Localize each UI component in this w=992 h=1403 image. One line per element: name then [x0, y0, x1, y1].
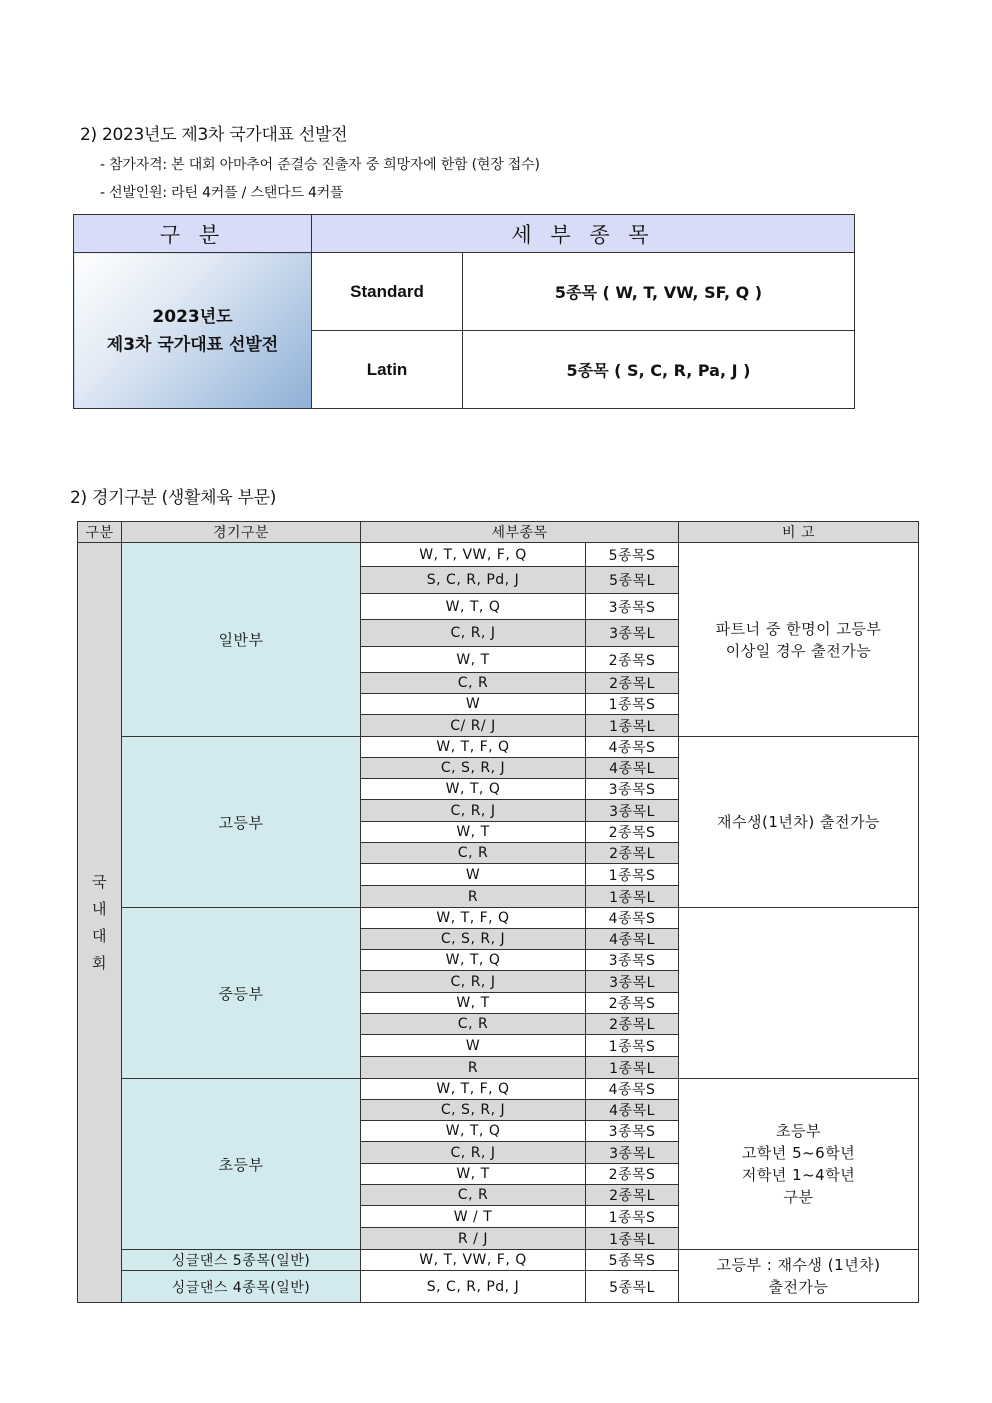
event-list: W, T: [361, 647, 586, 673]
table-row: [78, 543, 919, 567]
event-list: W: [361, 864, 586, 886]
event-list: R: [361, 886, 586, 908]
selection-count-line: - 선발인원: 라틴 4커플 / 스탠다드 4커플: [100, 185, 344, 201]
remarks-line: 고학년 5~6학년: [741, 1144, 856, 1162]
event-count: 4종목L: [586, 1100, 679, 1121]
division-name: 중등부: [122, 908, 361, 1079]
event-count: 2종목L: [586, 673, 679, 694]
selection-label-name: 제3차 국가대표 선발전: [106, 334, 279, 355]
event-list: C, R: [361, 673, 586, 694]
events-latin: 5종목 ( S, C, R, Pa, J ): [463, 331, 855, 409]
event-list: C, R, J: [361, 620, 586, 647]
event-list: C, R: [361, 1185, 586, 1206]
event-count: 1종목S: [586, 864, 679, 886]
section2-title: 2) 경기구분 (생활체육 부문): [70, 488, 277, 508]
remarks-line: 구분: [783, 1188, 814, 1206]
table-row: [78, 737, 919, 758]
event-list: W / T: [361, 1206, 586, 1228]
event-count: 5종목S: [586, 1250, 679, 1271]
event-count: 3종목S: [586, 950, 679, 971]
event-count: 3종목L: [586, 800, 679, 822]
table-row: [78, 1250, 919, 1271]
competition-table: [77, 521, 919, 1303]
event-list: R: [361, 1057, 586, 1079]
selection-table: [73, 214, 855, 409]
event-count: 3종목S: [586, 594, 679, 620]
header-gubun: 구분: [78, 522, 122, 543]
event-count: 1종목S: [586, 1206, 679, 1228]
event-list: S, C, R, Pd, J: [361, 1271, 586, 1303]
event-count: 4종목S: [586, 908, 679, 929]
event-list: C/ R/ J: [361, 715, 586, 737]
event-list: C, R, J: [361, 800, 586, 822]
remarks-line: 재수생(1년차) 출전가능: [717, 813, 880, 831]
division-name: 일반부: [122, 543, 361, 737]
table-row: [78, 1079, 919, 1100]
event-count: 2종목S: [586, 822, 679, 843]
event-count: 1종목S: [586, 1035, 679, 1057]
header-division: 경기구분: [122, 522, 361, 543]
selection-label: [74, 253, 312, 409]
event-list: W, T, Q: [361, 779, 586, 800]
header-remarks: 비 고: [679, 522, 919, 543]
event-list: W, T, F, Q: [361, 1079, 586, 1100]
division-name: 초등부: [122, 1079, 361, 1250]
remarks-line: 파트너 중 한명이 고등부: [715, 619, 882, 638]
event-count: 3종목L: [586, 620, 679, 647]
gubun-char: 국: [92, 872, 107, 891]
event-list: C, S, R, J: [361, 758, 586, 779]
event-count: 5종목S: [586, 543, 679, 567]
gubun-cell: [78, 543, 122, 1303]
event-list: C, R, J: [361, 1142, 586, 1164]
event-list: W, T, VW, F, Q: [361, 1250, 586, 1271]
event-list: C, S, R, J: [361, 1100, 586, 1121]
header-events: 세 부 종 목: [312, 215, 855, 253]
gubun-char: 대: [92, 926, 107, 945]
event-count: 2종목S: [586, 993, 679, 1014]
remarks-cell: [679, 737, 919, 908]
remarks-line: 저학년 1~4학년: [741, 1166, 856, 1184]
event-list: W, T, Q: [361, 1121, 586, 1142]
event-list: C, S, R, J: [361, 929, 586, 950]
event-list: W, T, F, Q: [361, 908, 586, 929]
event-count: 1종목L: [586, 1057, 679, 1079]
event-count: 1종목L: [586, 886, 679, 908]
event-count: 2종목L: [586, 1014, 679, 1035]
event-count: 3종목L: [586, 1142, 679, 1164]
division-name: 고등부: [122, 737, 361, 908]
remarks-cell: [679, 1079, 919, 1250]
standard-row: [74, 253, 855, 331]
style-latin: Latin: [312, 331, 463, 409]
header-detail-events: 세부종목: [361, 522, 679, 543]
remarks-cell: [679, 543, 919, 737]
event-list: W, T: [361, 993, 586, 1014]
event-count: 1종목S: [586, 694, 679, 715]
remarks-cell: [679, 1250, 919, 1303]
table-row: [78, 908, 919, 929]
section1-title: 2) 2023년도 제3차 국가대표 선발전: [80, 125, 348, 145]
event-list: W: [361, 694, 586, 715]
event-list: W, T, Q: [361, 950, 586, 971]
event-list: C, R: [361, 843, 586, 864]
event-list: R / J: [361, 1228, 586, 1250]
event-count: 3종목S: [586, 779, 679, 800]
event-list: W, T, F, Q: [361, 737, 586, 758]
event-count: 1종목L: [586, 715, 679, 737]
event-list: W, T: [361, 822, 586, 843]
gubun-char: 내: [92, 899, 107, 918]
remarks-cell: [679, 908, 919, 1079]
competition-table-header: [78, 522, 919, 543]
event-count: 2종목S: [586, 647, 679, 673]
event-count: 3종목S: [586, 1121, 679, 1142]
event-count: 3종목L: [586, 971, 679, 993]
remarks-line: 고등부 : 재수생 (1년차): [716, 1256, 881, 1274]
event-count: 4종목S: [586, 737, 679, 758]
remarks-line: 출전가능: [768, 1278, 829, 1296]
event-count: 2종목L: [586, 843, 679, 864]
event-count: 4종목L: [586, 758, 679, 779]
event-count: 2종목L: [586, 1185, 679, 1206]
events-standard: 5종목 ( W, T, VW, SF, Q ): [463, 253, 855, 331]
event-list: W, T: [361, 1164, 586, 1185]
event-list: W, T, VW, F, Q: [361, 543, 586, 567]
event-count: 2종목S: [586, 1164, 679, 1185]
single-dance-name: 싱글댄스 5종목(일반): [122, 1250, 361, 1271]
remarks-line: 이상일 경우 출전가능: [725, 641, 872, 660]
event-list: S, C, R, Pd, J: [361, 567, 586, 594]
style-standard: Standard: [312, 253, 463, 331]
event-list: W, T, Q: [361, 594, 586, 620]
event-list: W: [361, 1035, 586, 1057]
event-count: 4종목S: [586, 1079, 679, 1100]
single-dance-name: 싱글댄스 4종목(일반): [122, 1271, 361, 1303]
event-count: 5종목L: [586, 1271, 679, 1303]
selection-label-year: 2023년도: [152, 306, 233, 327]
event-list: C, R: [361, 1014, 586, 1035]
event-count: 5종목L: [586, 567, 679, 594]
eligibility-line: - 참가자격: 본 대회 아마추어 준결승 진출자 중 희망자에 한함 (현장 접수): [100, 157, 540, 173]
event-count: 4종목L: [586, 929, 679, 950]
selection-table-header: [74, 215, 855, 253]
event-list: C, R, J: [361, 971, 586, 993]
remarks-line: 초등부: [776, 1122, 821, 1140]
header-category: 구 분: [74, 215, 312, 253]
gubun-char: 회: [92, 953, 107, 972]
event-count: 1종목L: [586, 1228, 679, 1250]
